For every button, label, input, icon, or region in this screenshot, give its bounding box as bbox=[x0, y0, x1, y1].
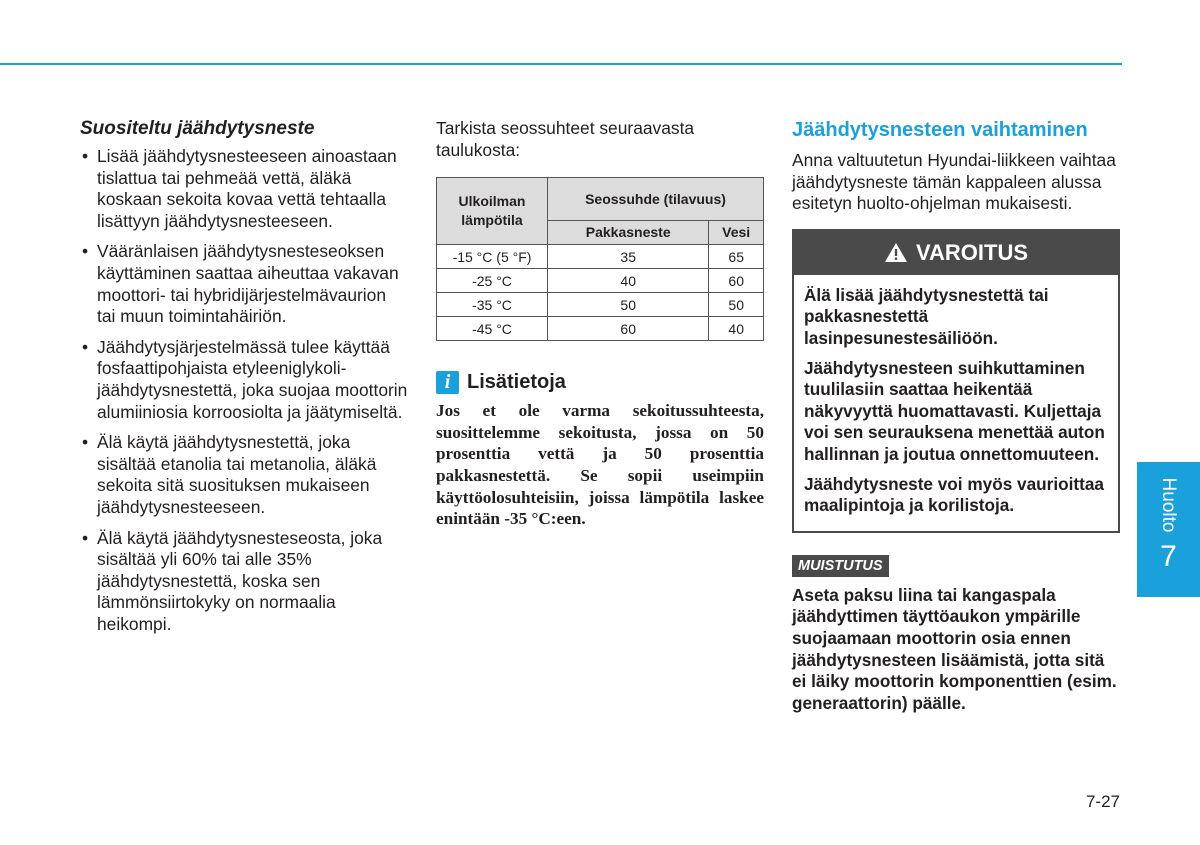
coolant-change-text: Anna valtuutetun Hyundai-liikkeen vaihtaa jäähdytysneste tämän kappaleen alussa esitetyn huolto-ohjelman mukaisesti. bbox=[792, 150, 1116, 214]
warning-box bbox=[792, 229, 1120, 533]
cell-temp: -25 °C bbox=[437, 269, 548, 293]
warning-body bbox=[794, 275, 1118, 531]
cell-temp: -15 °C (5 °F) bbox=[437, 245, 548, 269]
table-row bbox=[437, 317, 764, 341]
cell-water: 60 bbox=[709, 269, 764, 293]
cell-antifreeze: 40 bbox=[548, 269, 709, 293]
warning-paragraph: Älä lisää jäähdytysnestettä tai pakkasnestettä lasinpesunestesäiliöön. bbox=[804, 284, 1049, 348]
warning-paragraph: Jäähdytysneste voi myös vaurioittaa maalipintoja ja korilistoja. bbox=[804, 473, 1104, 516]
cell-temp: -45 °C bbox=[437, 317, 548, 341]
column-recommended-coolant bbox=[80, 118, 408, 644]
page-number: 7-27 bbox=[1085, 792, 1120, 811]
warning-header bbox=[794, 231, 1118, 275]
header-rule bbox=[0, 63, 1122, 65]
bullet-item: • Jäähdytysjärjestelmässä tulee käyttää fosfaattipohjaista etyleeniglykoli-jäähdytysnestettä, joka suojaa moottorin alumiiniosia korroosiolta ja jäätymiseltä. bbox=[80, 337, 408, 423]
column-mix-ratio bbox=[436, 118, 764, 530]
header-antifreeze: Pakkasneste bbox=[548, 221, 709, 245]
info-icon: i bbox=[436, 371, 459, 394]
coolant-change-title: Jäähdytysnesteen vaihtaminen bbox=[792, 119, 1088, 141]
header-mix-ratio: Seossuhde (tilavuus) bbox=[548, 178, 764, 221]
cell-antifreeze: 35 bbox=[548, 245, 709, 269]
table-row bbox=[437, 245, 764, 269]
mix-ratio-table bbox=[436, 177, 764, 341]
notice-text: Aseta paksu liina tai kangaspala jäähdyttimen täyttöaukon ympärille suojaamaan moottorin osia ennen jäähdytysnesteen lisäämistä, jotta sitä ei läiky moottorin komponenttien (esim. generaattorin) päälle. bbox=[792, 584, 1117, 713]
bullet-item: • Älä käytä jäähdytysnesteseosta, joka sisältää yli 60% tai alle 35% jäähdytysnestettä, koska sen lämmönsiirtokyky on normaalia heikompi. bbox=[80, 528, 408, 636]
chapter-number: 7 bbox=[1160, 540, 1177, 573]
chapter-label: Huolto bbox=[1158, 477, 1179, 533]
cell-antifreeze: 50 bbox=[548, 293, 709, 317]
bullet-item: • Lisää jäähdytysnesteeseen ainoastaan tislattua tai pehmeää vettä, äläkä koskaan sekoita kovaa vettä tehtaalla lisättyyn jäähdytysnesteeseen. bbox=[80, 146, 408, 232]
info-text: Jos et ole varma sekoitussuhteesta, suosittelemme sekoitusta, jossa on 50 prosenttia vettä ja 50 prosenttia pakkasnestettä. Se sopii useimpiin käyttöolosuhteisiin, joissa lämpötila laskee enintään -35 °C:een. bbox=[436, 401, 764, 529]
warning-triangle-icon bbox=[884, 242, 908, 263]
header-water: Vesi bbox=[709, 221, 764, 245]
column-coolant-change bbox=[792, 118, 1120, 714]
chapter-tab-label bbox=[1140, 478, 1196, 532]
info-title: Lisätietoja bbox=[467, 371, 566, 394]
cell-antifreeze: 60 bbox=[548, 317, 709, 341]
table-row bbox=[437, 293, 764, 317]
warning-title: VAROITUS bbox=[915, 239, 1029, 265]
info-heading bbox=[436, 371, 764, 394]
bullet-item: • Älä käytä jäähdytysnestettä, joka sisältää etanolia tai metanolia, äläkä sekoita sitä suosituksen mukaiseen jäähdytysnesteeseen. bbox=[80, 432, 408, 518]
warning-paragraph: Jäähdytysnesteen suihkuttaminen tuulilasiin saattaa heikentää näkyvyyttä huomattavasti. Kuljettaja voi sen seurauksena menettää auton hallinnan ja joutua onnettomuuteen. bbox=[804, 357, 1105, 464]
cell-water: 50 bbox=[709, 293, 764, 317]
cell-water: 40 bbox=[709, 317, 764, 341]
cell-temp: -35 °C bbox=[437, 293, 548, 317]
mix-ratio-intro: Tarkista seossuhteet seuraavasta taulukosta: bbox=[436, 118, 695, 160]
bullet-item: • Vääränlaisen jäähdytysnesteseoksen käyttäminen saattaa aiheuttaa vakavan moottori- tai hybridijärjestelmävaurion tai muun toimintahäiriön. bbox=[80, 241, 408, 327]
header-outside-temp: Ulkoilman lämpötila bbox=[437, 178, 548, 245]
cell-water: 65 bbox=[709, 245, 764, 269]
coolant-bullet-list bbox=[80, 146, 408, 635]
table-row bbox=[437, 269, 764, 293]
recommended-coolant-heading: Suositeltu jäähdytysneste bbox=[80, 118, 315, 139]
notice-tag: MUISTUTUS bbox=[792, 555, 889, 577]
